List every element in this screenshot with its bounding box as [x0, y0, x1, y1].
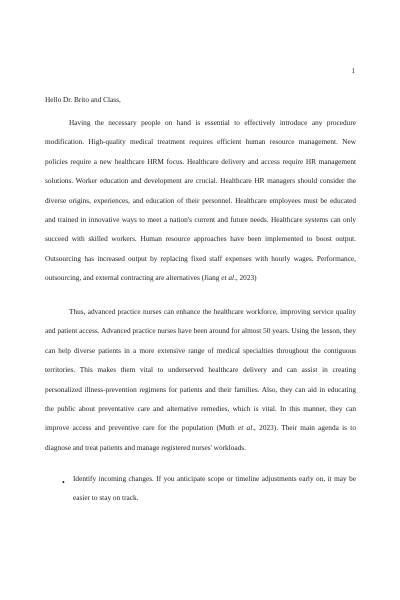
greeting: Hello Dr. Brito and Class, [45, 95, 121, 104]
citation-et-al: et al [237, 423, 253, 433]
citation-end: ., 2023). Their main agenda is to diagnose and treat patients and manage registered nurses' workloads. [45, 423, 356, 452]
paragraph-text: Thus, advanced practice nurses can enhance the healthcare workforce, improving service quality and patient access. Advanced practice nurses have been around for almost 50 years. Using the lesson, they can help diverse patients in a more extensive range of medical specialties throughout the contiguous territories. This makes them vital to underserved healthcare delivery and can assist in creating personalized illness-prevention regimens for patients and their families. Also, they can aid in educating the public about preventative care and alternative remedies, which is vital. In this manner, they can improve access and preventive care for the population (Muth [45, 307, 356, 433]
paragraph-text: Having the necessary people on hand is essential to effectively introduce any procedure modification. High-quality medical treatment requires efficient human resource management. New policies require a new healthcare HRM focus. Healthcare delivery and access require HR management solutions. Worker education and development are crucial. Healthcare HR managers should consider the diverse origins, experiences, and education of their personnel. Healthcare employees must be educated and trained in innovative ways to meet a nation's current and future needs. Healthcare systems can only succeed with skilled workers. Human resource approaches have been implemented to boost output. Outsourcing has increased output by replacing fixed staff expenses with hourly wages. Performance, outsourcing, and external contracting are alternatives (Jiang [45, 118, 356, 283]
paragraph-advanced-practice-nurses [45, 302, 356, 457]
paragraph-hr-management [45, 113, 356, 288]
citation-end: ., 2023) [234, 273, 257, 283]
citation-et-al: et al [221, 273, 235, 283]
bullet-icon: • [62, 478, 65, 487]
page-number: 1 [351, 67, 355, 75]
bullet-item-identify-changes: Identify incoming changes. If you anticipate scope or timeline adjustments early on, it may be easier to stay on track. [73, 474, 356, 503]
